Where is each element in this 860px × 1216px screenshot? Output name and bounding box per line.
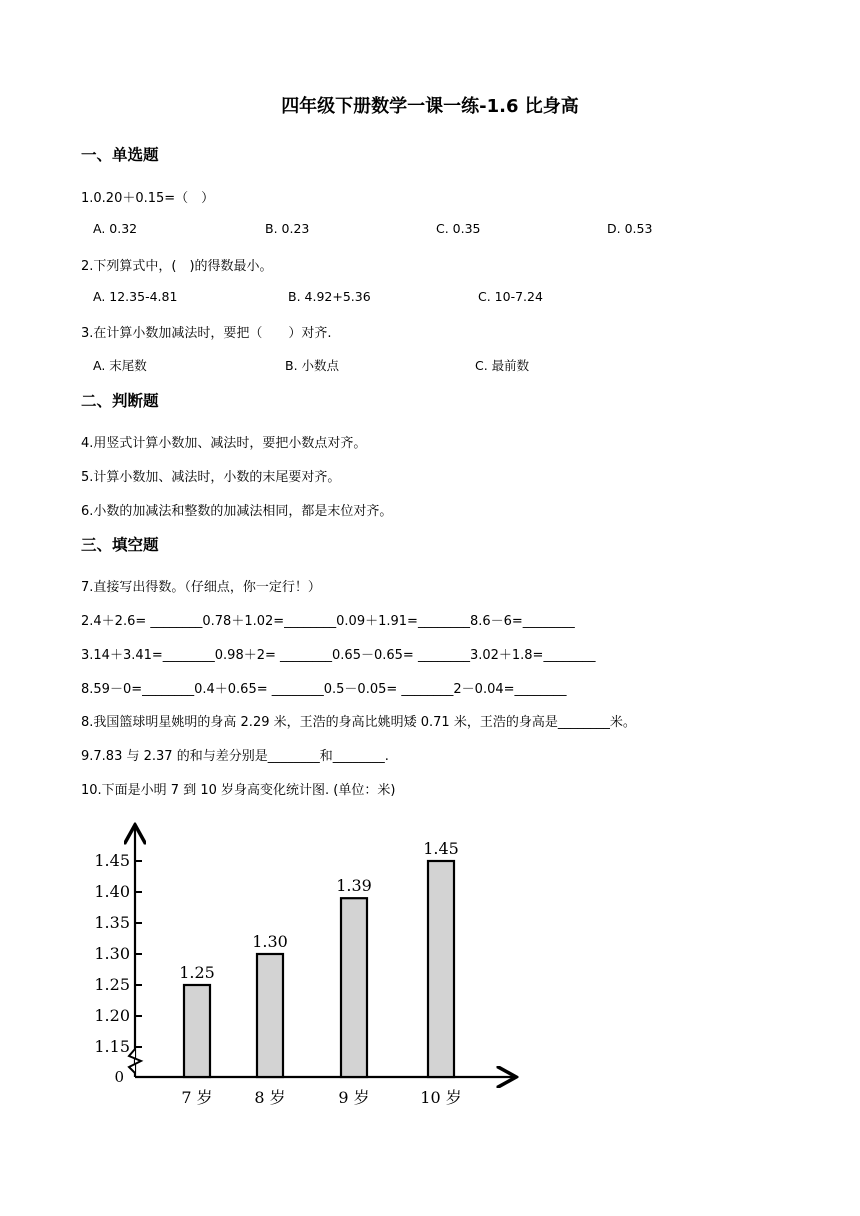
- question-10-stem: 10.下面是小明 7 到 10 岁身高变化统计图. (单位：米): [81, 783, 396, 798]
- axis-break-mark: [129, 1049, 141, 1073]
- question-1-option-b[interactable]: B. 0.23: [265, 221, 310, 236]
- y-tick-label: 1.25: [94, 975, 130, 994]
- bar-value-label: 1.30: [252, 932, 288, 951]
- question-2-option-a[interactable]: A. 12.35-4.81: [93, 289, 178, 304]
- question-2-stem: 2.下列算式中，( )的得数最小。: [81, 259, 273, 274]
- section-heading-true-false: 二、判断题: [81, 392, 159, 410]
- height-bar-chart: [78, 815, 528, 1115]
- question-7-row-3: 8.59－0=________0.4＋0.65= ________0.5－0.05= ________2－0.04=________: [81, 682, 567, 697]
- y-tick-label: 1.30: [94, 944, 130, 963]
- question-3-option-a[interactable]: A. 末尾数: [93, 358, 147, 373]
- x-tick-label: 9 岁: [338, 1088, 370, 1107]
- page-title: 四年级下册数学一课一练-1.6 比身高: [281, 96, 579, 117]
- bar-1: [184, 985, 210, 1077]
- question-9: 9.7.83 与 2.37 的和与差分别是________和________.: [81, 749, 389, 764]
- question-4: 4.用竖式计算小数加、减法时，要把小数点对齐。: [81, 436, 367, 451]
- y-tick-label: 1.15: [94, 1037, 130, 1056]
- bar-value-label: 1.45: [423, 839, 459, 858]
- bar-3: [341, 898, 367, 1077]
- question-1-option-c[interactable]: C. 0.35: [436, 221, 481, 236]
- question-7-stem: 7.直接写出得数。（仔细点，你一定行！）: [81, 580, 321, 595]
- question-3-stem: 3.在计算小数加减法时，要把（ ）对齐.: [81, 326, 332, 341]
- y-tick-label: 1.20: [94, 1006, 130, 1025]
- question-1-stem: 1.0.20＋0.15=（ ）: [81, 191, 215, 206]
- question-7-row-1: 2.4＋2.6= ________0.78＋1.02=________0.09＋1.91=________8.6－6=________: [81, 614, 575, 629]
- y-tick-label: 1.45: [94, 851, 130, 870]
- y-tick-label: 1.40: [94, 882, 130, 901]
- section-heading-single-choice: 一、单选题: [81, 146, 159, 164]
- question-3-option-c[interactable]: C. 最前数: [475, 358, 530, 373]
- bar-4: [428, 861, 454, 1077]
- y-tick-label-0: 0: [114, 1068, 124, 1086]
- question-6: 6.小数的加减法和整数的加减法相同，都是末位对齐。: [81, 504, 393, 519]
- question-1-option-a[interactable]: A. 0.32: [93, 221, 138, 236]
- question-1-option-d[interactable]: D. 0.53: [607, 221, 653, 236]
- question-2-option-c[interactable]: C. 10-7.24: [478, 289, 543, 304]
- section-heading-fill-blank: 三、填空题: [81, 536, 159, 554]
- question-8: 8.我国篮球明星姚明的身高 2.29 米，王浩的身高比姚明矮 0.71 米，王浩的身高是________米。: [81, 715, 636, 730]
- question-5: 5.计算小数加、减法时，小数的末尾要对齐。: [81, 470, 341, 485]
- y-tick-label: 1.35: [94, 913, 130, 932]
- question-3-option-b[interactable]: B. 小数点: [285, 358, 340, 373]
- bar-value-label: 1.25: [179, 963, 215, 982]
- bar-2: [257, 954, 283, 1077]
- question-7-row-2: 3.14＋3.41=________0.98＋2= ________0.65－0.65= ________3.02＋1.8=________: [81, 648, 596, 663]
- question-2-option-b[interactable]: B. 4.92+5.36: [288, 289, 371, 304]
- x-tick-label: 8 岁: [254, 1088, 286, 1107]
- bar-value-label: 1.39: [336, 876, 372, 896]
- x-tick-label: 7 岁: [181, 1088, 213, 1107]
- x-tick-label: 10 岁: [420, 1088, 462, 1107]
